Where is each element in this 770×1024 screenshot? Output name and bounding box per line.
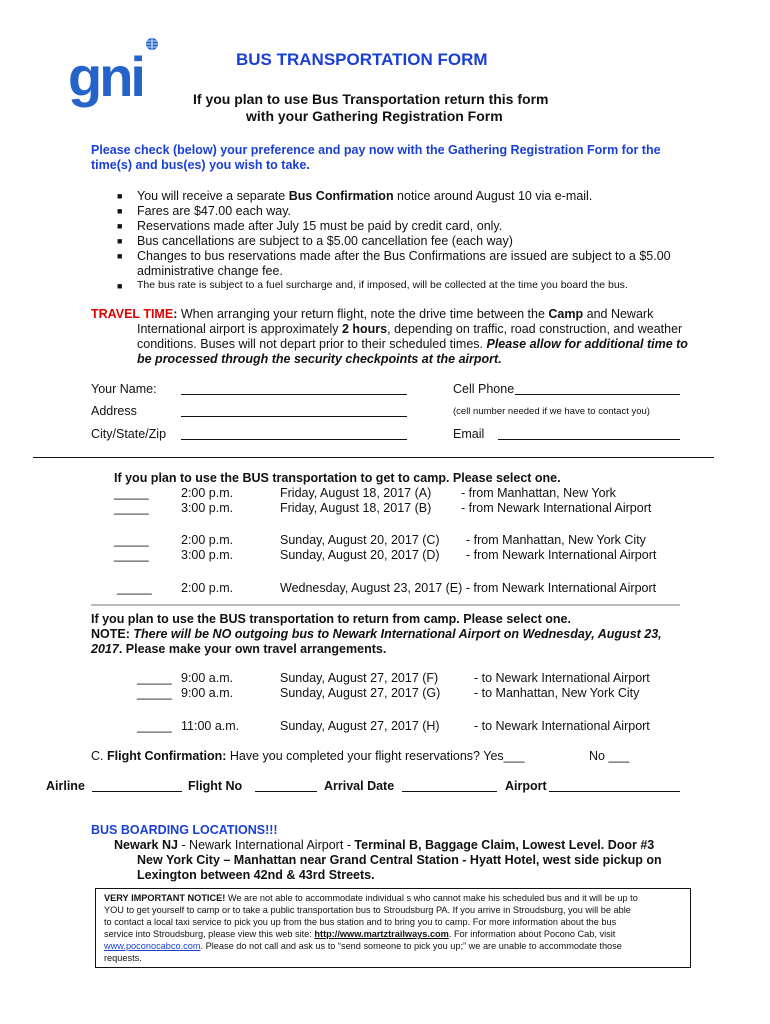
instruction-line-2: time(s) and bus(es) you wish to take. (91, 158, 310, 172)
martz-link[interactable]: http://www.martztrailways.com (314, 929, 449, 939)
option-d-time: 3:00 p.m. (181, 548, 234, 562)
option-f-date: Sunday, August 27, 2017 (F) (280, 671, 439, 685)
cell-note: (cell number needed if we have to contact you) (453, 406, 650, 417)
option-g-date: Sunday, August 27, 2017 (G) (280, 686, 441, 700)
notice-label: VERY IMPORTANT NOTICE! (104, 893, 226, 903)
logo-graphic (68, 38, 160, 108)
option-d-route: - from Newark International Airport (466, 548, 657, 562)
option-g-blank[interactable]: _____ (137, 686, 172, 700)
bullet-reservations: Reservations made after July 15 must be paid by credit card, only. (137, 219, 503, 233)
yes-blank[interactable]: ___ (503, 749, 525, 763)
option-b-time: 3:00 p.m. (181, 501, 234, 515)
airline-label: Airline (46, 779, 85, 793)
pocono-cab-link[interactable]: www.poconocabco.com (104, 941, 201, 951)
option-d-date: Sunday, August 20, 2017 (D) (280, 548, 440, 562)
boarding-heading: BUS BOARDING LOCATIONS!!! (91, 823, 278, 837)
boarding-newark: Newark NJ - Newark International Airport - Terminal B, Baggage Claim, Lowest Level. Door #3 (114, 838, 655, 852)
option-a-blank[interactable]: _____ (114, 486, 149, 500)
form-title: BUS TRANSPORTATION FORM (236, 50, 488, 69)
cell-phone-label: Cell Phone (453, 382, 515, 396)
option-c-blank[interactable]: _____ (114, 533, 149, 547)
travel-time-line-3: conditions. Buses will not depart prior to their scheduled times. Please allow for additional time to (137, 337, 688, 351)
option-g-route: - to Manhattan, New York City (474, 686, 640, 700)
bullet-marker: ■ (117, 206, 123, 216)
option-f-time: 9:00 a.m. (181, 671, 234, 685)
section-divider-grey (91, 604, 680, 606)
option-b-blank[interactable]: _____ (114, 501, 149, 515)
city-input[interactable] (181, 439, 407, 440)
option-h-blank[interactable]: _____ (137, 719, 172, 733)
option-f-blank[interactable]: _____ (137, 671, 172, 685)
notice-line-3: to contact a local taxi service to pick you up from the bus station and to bring you to camp. For more information about the bus (104, 917, 617, 927)
travel-time-line-1: TRAVEL TIME: When arranging your return flight, note the drive time between the Camp and Newark (91, 307, 654, 321)
option-b-date: Friday, August 18, 2017 (B) (280, 501, 432, 515)
option-c-route: - from Manhattan, New York City (466, 533, 646, 547)
airline-input[interactable] (92, 791, 182, 792)
notice-line-2: YOU to get yourself to camp or to take a public transportation bus to Stroudsburg PA. If you arrive in Stroudsburg, you will be able (104, 905, 631, 915)
option-a-date: Friday, August 18, 2017 (A) (280, 486, 432, 500)
travel-time-line-2: International airport is approximately 2 hours, depending on traffic, road construction, and weather (137, 322, 683, 336)
option-e-blank[interactable]: _____ (117, 581, 152, 595)
no-blank[interactable]: ___ (608, 749, 630, 763)
travel-time-label: TRAVEL TIME (91, 307, 174, 321)
option-g-time: 9:00 a.m. (181, 686, 234, 700)
bullet-marker: ■ (117, 221, 123, 231)
name-input[interactable] (181, 394, 407, 395)
subtitle-line-1: If you plan to use Bus Transportation return this form (193, 91, 549, 107)
from-camp-note-1: NOTE: There will be NO outgoing bus to Newark International Airport on Wednesday, August 23, (91, 627, 662, 641)
option-h-date: Sunday, August 27, 2017 (H) (280, 719, 440, 733)
boarding-nyc-2: Lexington between 42nd & 43rd Streets. (137, 868, 375, 882)
notice-line-1: VERY IMPORTANT NOTICE! We are not able to accommodate individual s who cannot make his scheduled bus and it will be up to (104, 893, 638, 903)
notice-line-4: service into Stroudsburg, please view this web site: http://www.martztrailways.com. For information about Pocono Cab, visit (104, 929, 616, 939)
option-h-time: 11:00 a.m. (181, 719, 240, 733)
option-e-date: Wednesday, August 23, 2017 (E) - from Newark International Airport (280, 581, 657, 595)
email-label: Email (453, 427, 485, 441)
gni-logo (68, 38, 160, 108)
bullet-marker: ■ (117, 251, 123, 261)
subtitle-line-2: with your Gathering Registration Form (246, 108, 503, 124)
logo-letters: gni (68, 45, 143, 108)
from-camp-note-2: 2017. Please make your own travel arrangements. (91, 642, 387, 656)
option-h-route: - to Newark International Airport (474, 719, 650, 733)
address-label: Address (91, 404, 137, 418)
option-a-route: - from Manhattan, New York (461, 486, 616, 500)
bullet-marker: ■ (117, 236, 123, 246)
notice-line-6: requests. (104, 953, 142, 963)
option-e-time: 2:00 p.m. (181, 581, 234, 595)
flight-no-option: No ___ (589, 749, 630, 763)
flight-no-label: Flight No (188, 779, 243, 793)
bullet-marker: ■ (117, 281, 123, 291)
option-c-time: 2:00 p.m. (181, 533, 234, 547)
arrival-date-label: Arrival Date (324, 779, 395, 793)
option-d-blank[interactable]: _____ (114, 548, 149, 562)
city-label: City/State/Zip (91, 427, 167, 441)
bullet-confirmation: You will receive a separate Bus Confirmation notice around August 10 via e-mail. (137, 189, 593, 203)
arrival-date-input[interactable] (402, 791, 497, 792)
flight-confirmation: C. Flight Confirmation: Have you completed your flight reservations? Yes___ (91, 749, 525, 763)
airport-label: Airport (505, 779, 547, 793)
email-input[interactable] (498, 439, 680, 440)
name-label: Your Name: (91, 382, 157, 396)
option-b-route: - from Newark International Airport (461, 501, 652, 515)
from-camp-heading: If you plan to use the BUS transportation to return from camp. Please select one. (91, 612, 571, 626)
cell-phone-input[interactable] (515, 394, 680, 395)
section-divider (33, 457, 714, 458)
option-a-time: 2:00 p.m. (181, 486, 234, 500)
bullet-marker: ■ (117, 191, 123, 201)
airport-input[interactable] (549, 791, 680, 792)
bullet-fares: Fares are $47.00 each way. (137, 204, 292, 218)
bullet-fuel: The bus rate is subject to a fuel surcharge and, if imposed, will be collected at the time you board the bus. (137, 279, 628, 291)
boarding-nyc-1: New York City – Manhattan near Grand Central Station - Hyatt Hotel, west side pickup on (137, 853, 662, 867)
bullet-cancellations: Bus cancellations are subject to a $5.00 cancellation fee (each way) (137, 234, 513, 248)
instruction-line-1: Please check (below) your preference and pay now with the Gathering Registration Form for the (91, 143, 661, 157)
travel-time-line-4: be processed through the security checkpoints at the airport. (137, 352, 502, 366)
bullet-changes-1: Changes to bus reservations made after the Bus Confirmations are issued are subject to a $5.00 (137, 249, 671, 263)
notice-line-5: www.poconocabco.com. Please do not call and ask us to “send someone to pick you up;” we are unable to accommodate those (104, 941, 622, 951)
address-input[interactable] (181, 416, 407, 417)
option-c-date: Sunday, August 20, 2017 (C) (280, 533, 440, 547)
to-camp-heading: If you plan to use the BUS transportation to get to camp. Please select one. (114, 471, 561, 485)
option-f-route: - to Newark International Airport (474, 671, 650, 685)
flight-no-input[interactable] (255, 791, 317, 792)
bullet-changes-2: administrative change fee. (137, 264, 283, 278)
